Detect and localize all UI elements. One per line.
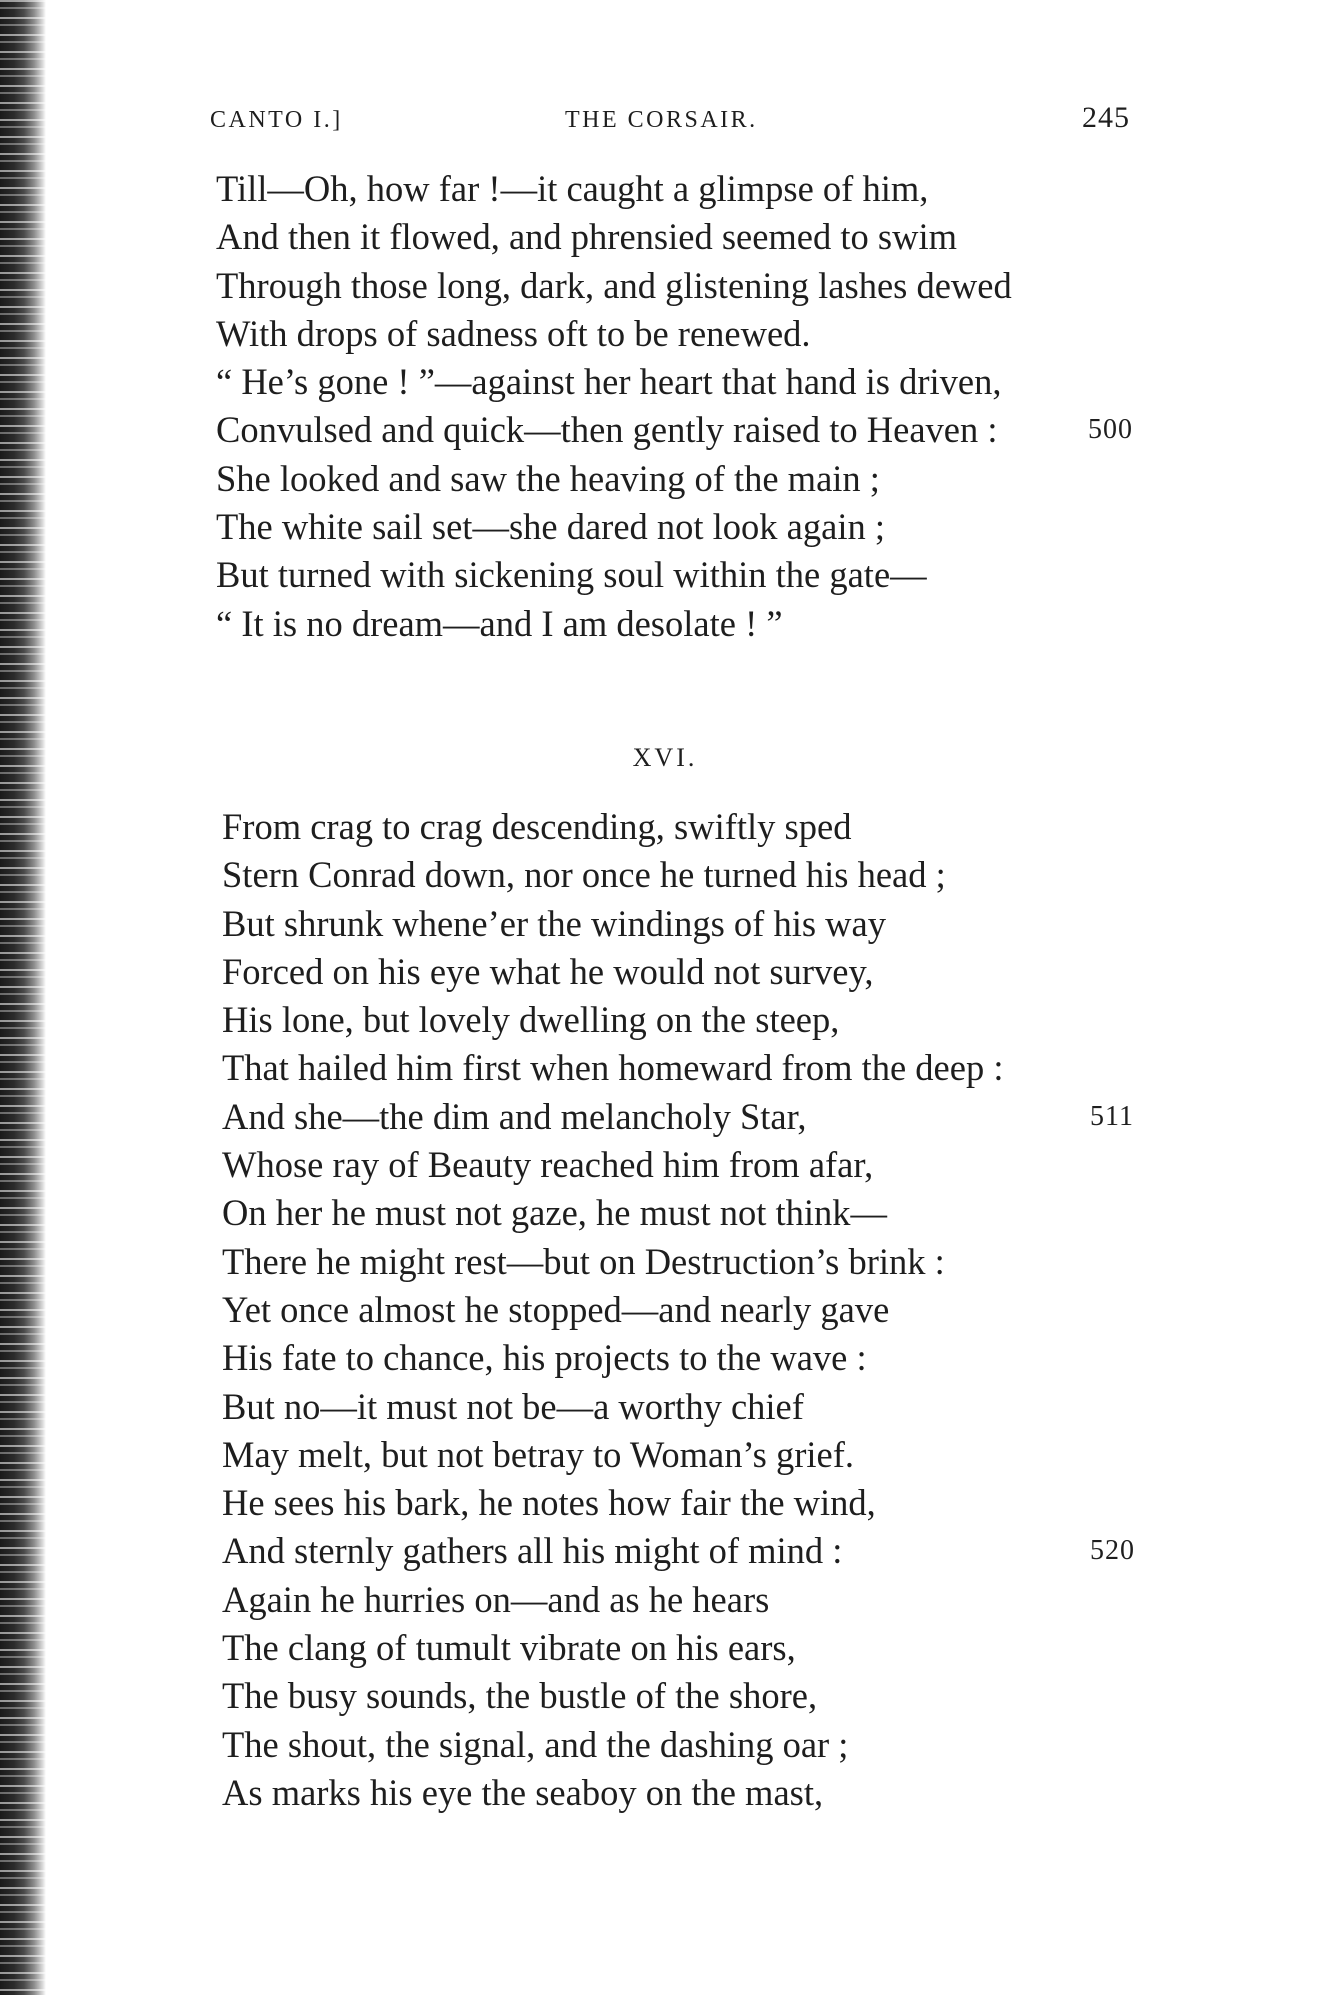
verse-text: But shrunk whene’er the windings of his way	[222, 902, 886, 944]
verse-line	[222, 900, 1003, 948]
verse-line	[216, 213, 1012, 261]
verse-line	[222, 1334, 1003, 1382]
verse-line	[222, 1527, 1135, 1575]
verse-line	[222, 851, 1003, 899]
verse-text: “ It is no dream—and I am desolate ! ”	[216, 602, 783, 644]
verse-line	[222, 1624, 1003, 1672]
verse-text: And sternly gathers all his might of mind :	[222, 1530, 843, 1572]
verse-text: Yet once almost he stopped—and nearly gave	[222, 1288, 890, 1330]
verse-text: The clang of tumult vibrate on his ears,	[222, 1627, 796, 1669]
verse-line	[222, 1383, 1003, 1431]
verse-text: She looked and saw the heaving of the main ;	[216, 457, 880, 499]
verse-line	[222, 1044, 1003, 1092]
verse-line	[222, 948, 1003, 996]
verse-line	[222, 1672, 1003, 1720]
line-number: 500	[1088, 414, 1133, 446]
verse-text: May melt, but not betray to Woman’s grief.	[222, 1433, 854, 1475]
verse-text: His lone, but lovely dwelling on the steep,	[222, 999, 840, 1041]
verse-text: Through those long, dark, and glistening lashes dewed	[216, 264, 1012, 306]
book-binding-shadow	[0, 0, 46, 1995]
verse-text: Forced on his eye what he would not survey,	[222, 950, 874, 992]
stanza-continued	[216, 165, 1133, 648]
verse-text: He sees his bark, he notes how fair the wind,	[222, 1482, 876, 1524]
section-number	[0, 738, 1320, 778]
verse-line	[222, 1576, 1003, 1624]
verse-text: There he might rest—but on Destruction’s brink :	[222, 1240, 945, 1282]
book-title: THE CORSAIR.	[565, 107, 758, 133]
verse-text: The white sail set—she dared not look again ;	[216, 506, 885, 548]
verse-line	[222, 803, 1003, 851]
line-number: 520	[1090, 1535, 1135, 1567]
verse-text: With drops of sadness oft to be renewed.	[216, 312, 811, 354]
verse-text: Convulsed and quick—then gently raised to Heaven :	[216, 409, 998, 451]
verse-text: “ He’s gone ! ”—against her heart that hand is driven,	[216, 361, 1002, 403]
verse-line	[222, 1431, 1003, 1479]
verse-text: Stern Conrad down, nor once he turned his head ;	[222, 854, 946, 896]
verse-text: But turned with sickening soul within the gate—	[216, 554, 927, 596]
verse-text: On her he must not gaze, he must not think—	[222, 1192, 888, 1234]
line-number: 511	[1090, 1100, 1134, 1132]
verse-text: And then it flowed, and phrensied seemed to swim	[216, 216, 957, 258]
verse-line	[216, 503, 1012, 551]
verse-text: That hailed him first when homeward from the deep :	[222, 1047, 1004, 1089]
verse-line	[222, 1238, 1003, 1286]
verse-text: And she—the dim and melancholy Star,	[222, 1095, 807, 1137]
page-number: 245	[1082, 101, 1130, 134]
verse-text: The shout, the signal, and the dashing oar ;	[222, 1723, 849, 1765]
verse-text: From crag to crag descending, swiftly sped	[222, 806, 852, 847]
verse-line	[222, 996, 1003, 1044]
canto-label: CANTO I.]	[210, 107, 343, 133]
verse-text: Till—Oh, how far !—it caught a glimpse of him,	[216, 168, 929, 209]
verse-line	[222, 1141, 1003, 1189]
running-header	[210, 100, 1130, 140]
section-numeral: XVI.	[632, 743, 698, 772]
verse-line	[216, 358, 1012, 406]
verse-text: As marks his eye the seaboy on the mast,	[222, 1771, 824, 1813]
verse-line	[216, 262, 1012, 310]
verse-text: But no—it must not be—a worthy chief	[222, 1385, 804, 1427]
verse-line	[216, 165, 1012, 213]
verse-line	[222, 1286, 1003, 1334]
stanza-xvi	[222, 803, 1135, 1817]
verse-line	[222, 1189, 1003, 1237]
verse-line	[216, 310, 1012, 358]
verse-line	[222, 1721, 1003, 1769]
verse-text: The busy sounds, the bustle of the shore,	[222, 1675, 818, 1717]
verse-line	[216, 455, 1012, 503]
verse-line	[222, 1769, 1003, 1817]
verse-text: His fate to chance, his projects to the wave :	[222, 1337, 867, 1379]
verse-text: Again he hurries on—and as he hears	[222, 1578, 770, 1620]
verse-line	[216, 406, 1133, 454]
verse-text: Whose ray of Beauty reached him from afar,	[222, 1144, 874, 1186]
verse-line	[216, 600, 1012, 648]
verse-line	[216, 551, 1012, 599]
verse-line	[222, 1479, 1003, 1527]
verse-line	[222, 1093, 1134, 1141]
